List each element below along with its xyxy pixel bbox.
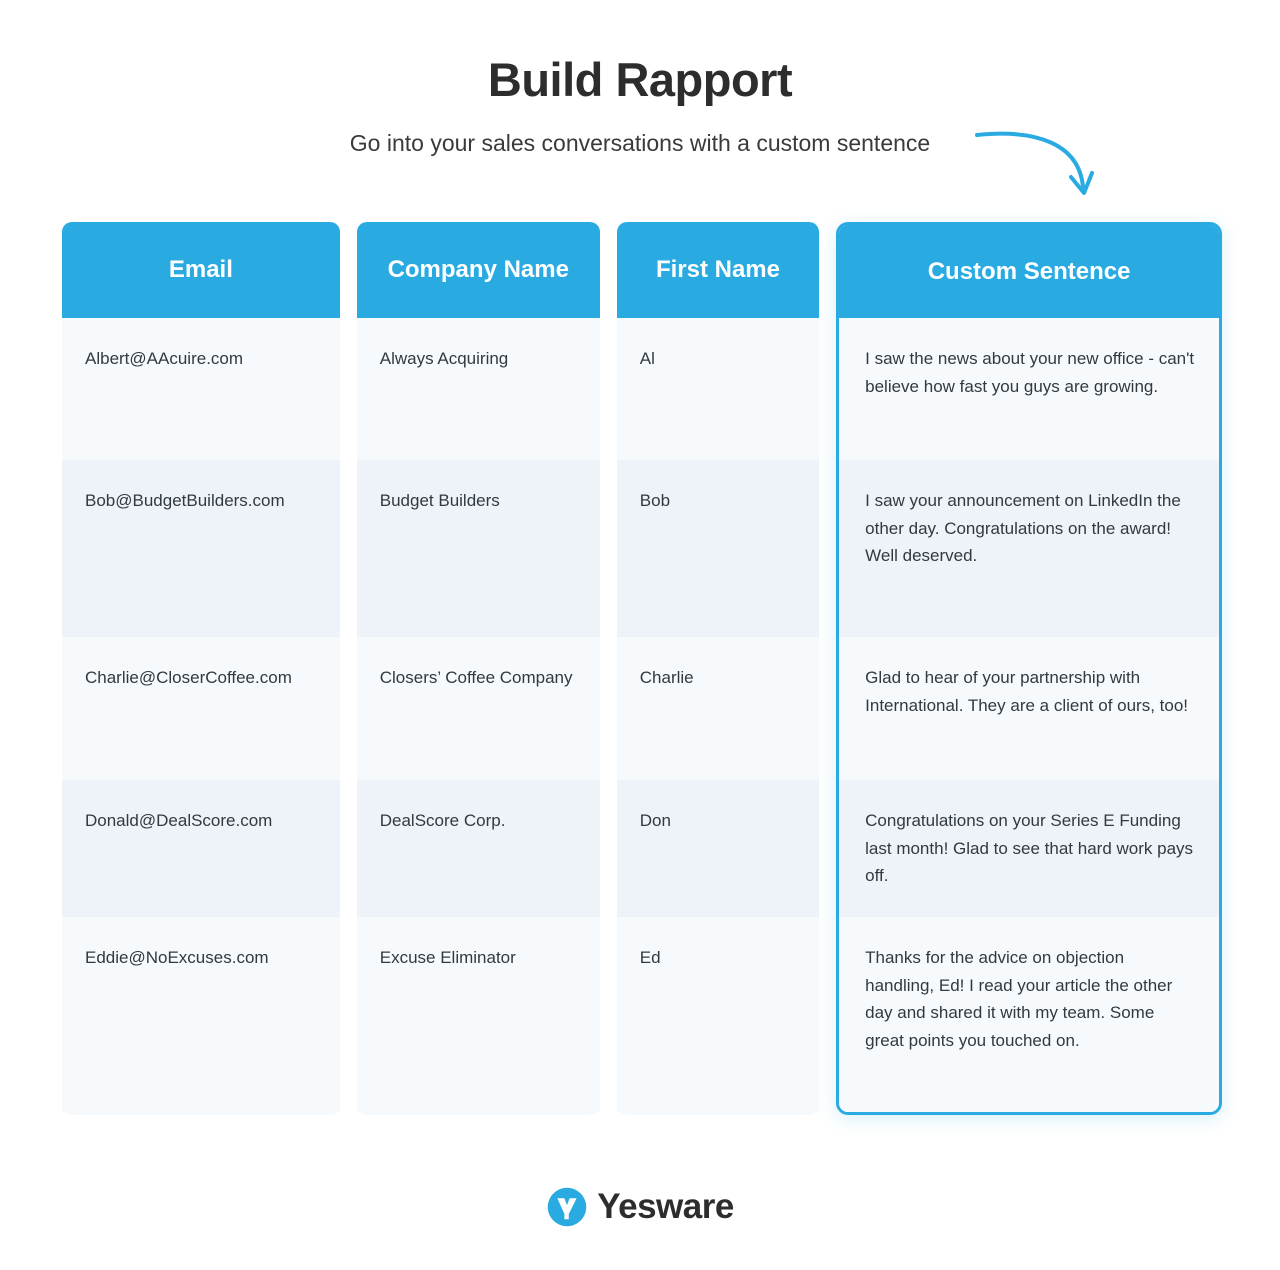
table-cell: Albert@AAcuire.com (62, 318, 340, 460)
table-cell: Charlie (617, 637, 819, 780)
column-body-email (62, 318, 340, 1115)
table-cell: I saw the news about your new office - can't believe how fast you guys are growing. (839, 318, 1219, 460)
column-custom-sentence (836, 222, 1222, 1115)
column-header-custom-sentence: Custom Sentence (839, 225, 1219, 318)
page-subtitle: Go into your sales conversations with a custom sentence (349, 130, 931, 157)
table-cell: Bob@BudgetBuilders.com (62, 460, 340, 637)
table-cell: Don (617, 780, 819, 917)
table-cell: Always Acquiring (357, 318, 600, 460)
column-body-company-name (357, 318, 600, 1115)
table-cell: Ed (617, 917, 819, 1112)
brand-footer (0, 1186, 1280, 1228)
brand-name: Yesware (597, 1187, 734, 1226)
column-email (62, 222, 340, 1115)
table-cell: Thanks for the advice on objection handling, Ed! I read your article the other day and shared it with my team. Some great points you touched on. (839, 917, 1219, 1112)
table-cell: Glad to hear of your partnership with International. They are a client of ours, too! (839, 637, 1219, 780)
column-header-company-name: Company Name (357, 222, 600, 318)
rapport-table (62, 222, 1222, 1115)
column-body-first-name (617, 318, 819, 1115)
table-cell: Eddie@NoExcuses.com (62, 917, 340, 1112)
table-cell: Donald@DealScore.com (62, 780, 340, 917)
column-header-email: Email (62, 222, 340, 318)
column-company-name (357, 222, 600, 1115)
table-cell: Charlie@CloserCoffee.com (62, 637, 340, 780)
table-cell: Budget Builders (357, 460, 600, 637)
column-header-first-name: First Name (617, 222, 819, 318)
table-cell: Closers’ Coffee Company (357, 637, 600, 780)
column-body-custom-sentence (839, 318, 1219, 1112)
page-title: Build Rapport (487, 53, 793, 106)
curved-arrow-icon (975, 125, 1105, 210)
yesware-logo-icon (546, 1186, 588, 1228)
table-cell: Bob (617, 460, 819, 637)
table-cell: Congratulations on your Series E Funding last month! Glad to see that hard work pays off. (839, 780, 1219, 917)
table-cell: I saw your announcement on LinkedIn the other day. Congratulations on the award! Well deserved. (839, 460, 1219, 637)
table-cell: Al (617, 318, 819, 460)
column-first-name (617, 222, 819, 1115)
table-cell: Excuse Eliminator (357, 917, 600, 1112)
custom-sentence-highlight (836, 222, 1222, 1115)
table-cell: DealScore Corp. (357, 780, 600, 917)
